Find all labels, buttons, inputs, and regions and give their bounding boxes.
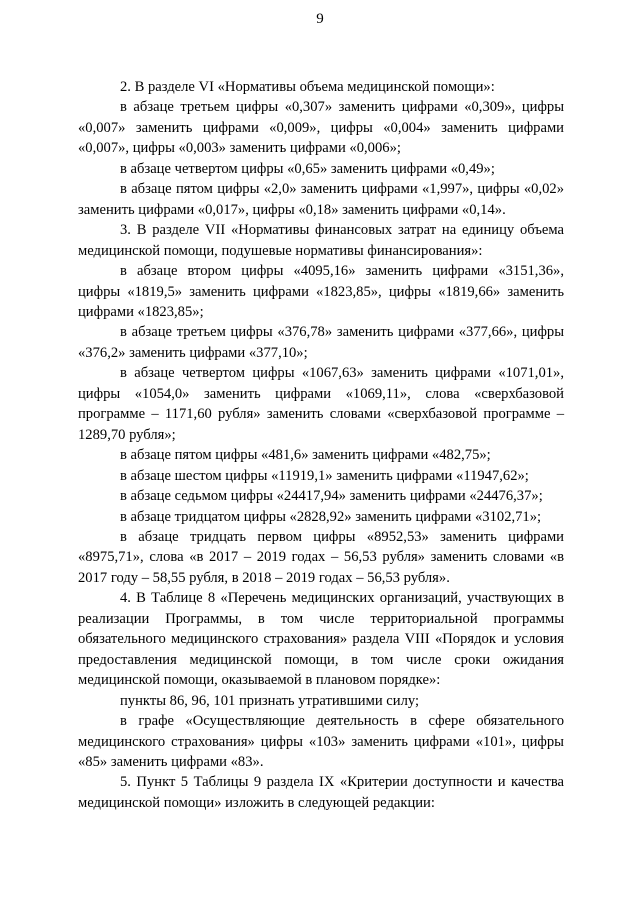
paragraph-section-5-heading: 5. Пункт 5 Таблицы 9 раздела IX «Критерии доступности и качества медицинской помощи» изложить в следующей редакции: [78, 774, 564, 811]
paragraph-section-4-heading: 4. В Таблице 8 «Перечень медицинских организаций, участвующих в реализации Программы, в том числе территориальной программы обязательного медицинского страхования» раздела VIII «Порядок и условия предоставления медицинской помощи, в том числе сроки ожидания медицинской помощи, оказываемой в плановом порядке»: [78, 590, 564, 689]
paragraph-amendment: в абзаце тридцать первом цифры «8952,53» заменить цифрами «8975,71», слова «в 2017 – 2019 годах – 56,53 рубля» заменить словами «в 2017 году – 58,55 рубля, в 2018 – 2019 годах – 56,53 рубля». [78, 528, 564, 586]
page-number: 9 [316, 11, 324, 27]
paragraph-amendment: в абзаце пятом цифры «2,0» заменить цифрами «1,997», цифры «0,02» заменить цифрами «0,017», цифры «0,18» заменить цифрами «0,14». [78, 181, 564, 218]
paragraph-amendment: пункты 86, 96, 101 признать утратившими силу; [120, 692, 420, 709]
paragraph-amendment: в абзаце седьмом цифры «24417,94» заменить цифрами «24476,37»; [120, 488, 543, 505]
paragraph-amendment: в графе «Осуществляющие деятельность в сфере обязательного медицинского страхования» цифры «103» заменить цифрами «101», цифры «85» заменить цифрами «83». [78, 713, 564, 770]
paragraph-amendment: в абзаце втором цифры «4095,16» заменить цифрами «3151,36», цифры «1819,5» заменить цифрами «1823,85», цифры «1819,66» заменить цифрами «1823,85»; [78, 263, 564, 320]
paragraph-amendment: в абзаце третьем цифры «376,78» заменить цифрами «377,66», цифры «376,2» заменить цифрами «377,10»; [78, 324, 564, 361]
paragraph-amendment: в абзаце третьем цифры «0,307» заменить цифрами «0,309», цифры «0,007» заменить цифрами «0,009», цифры «0,004» заменить цифрами «0,007», цифры «0,003» заменить цифрами «0,006»; [78, 99, 564, 157]
paragraph-amendment: в абзаце пятом цифры «481,6» заменить цифрами «482,75»; [120, 447, 491, 464]
paragraph-amendment: в абзаце тридцатом цифры «2828,92» заменить цифрами «3102,71»; [120, 508, 542, 525]
paragraph-amendment: в абзаце четвертом цифры «0,65» заменить цифрами «0,49»; [120, 160, 495, 177]
paragraph-section-2-heading: 2. В разделе VI «Нормативы объема медицинской помощи»: [120, 79, 495, 95]
paragraph-section-3-heading: 3. В разделе VII «Нормативы финансовых затрат на единицу объема медицинской помощи, подушевые нормативы финансирования»: [78, 222, 564, 259]
paragraph-amendment: в абзаце четвертом цифры «1067,63» заменить цифрами «1071,01», цифры «1054,0» заменить цифрами «1069,11», слова «сверхбазовой программе – 1171,60 рубля» заменить словами «сверхбазовой программе – 1289,70 рубля»; [78, 365, 564, 443]
document-body [78, 77, 564, 813]
paragraph-amendment: в абзаце шестом цифры «11919,1» заменить цифрами «11947,62»; [120, 467, 529, 484]
